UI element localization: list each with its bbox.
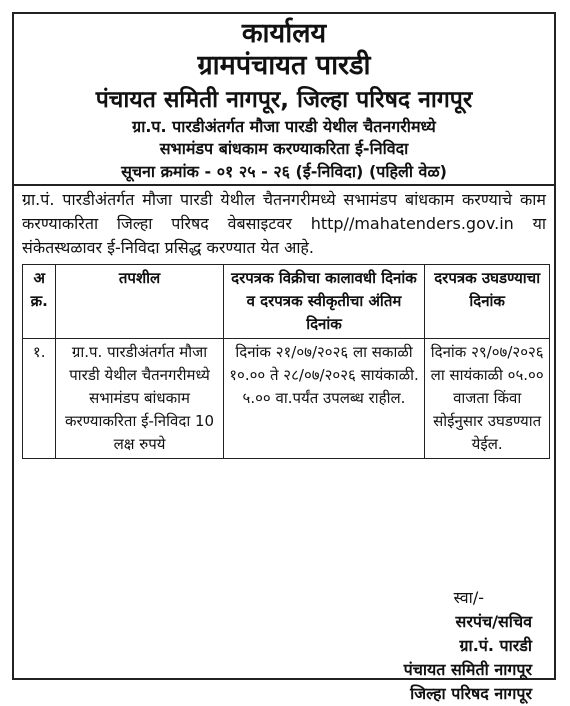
cell-sale-period: दिनांक २१/०७/२०२६ ला सकाळी १०.०० ते २८/०७/२०२६ सायंकाळी. ५.०० वा.पर्यंत उपलब्ध राहील. bbox=[223, 339, 425, 459]
col-opening-date: दरपत्रक उघडण्याचा दिनांक bbox=[425, 265, 550, 339]
signature-role: सरपंच/सचिव bbox=[455, 612, 532, 631]
cell-opening-date: दिनांक २९/०७/२०२६ ला सायंकाळी ०५.०० वाजता किंवा सोईनुसार उघडण्यात येईल. bbox=[425, 339, 550, 459]
notice-frame bbox=[12, 12, 556, 703]
signature-block bbox=[404, 586, 532, 706]
table-row bbox=[23, 339, 550, 459]
cell-details: ग्रा.प. पारडीअंतर्गत मौजा पारडी येथील चैतनगरीमध्ये सभामंडप बांधकाम करण्याकरिता ई-निविदा 10 लक्ष रुपये bbox=[56, 339, 223, 459]
notice-number: सूचना क्रमांक - ०१ २५ - २६ (ई-निविदा) (पहिली वेळ) bbox=[121, 162, 447, 181]
signature-ps: पंचायत समिती नागपूर bbox=[403, 660, 532, 679]
signature-gp: ग्रा.पं. पारडी bbox=[459, 636, 532, 655]
intro-paragraph: ग्रा.पं. पारडीअंतर्गत मौजा पारडी येथील चैतनगरीमध्ये सभामंडप बांधकाम करण्याचे काम करण्याकरिता जिल्हा परिषद वेबसाइटवर http//mahatenders.gov.in या संकेतस्थळावर ई-निविदा प्रसिद्ध करण्यात येत आहे. bbox=[22, 190, 546, 257]
signature-zp: जिल्हा परिषद नागपूर bbox=[410, 684, 532, 703]
col-details: तपशील bbox=[56, 265, 223, 339]
gram-panchayat-title: ग्रामपंचायत पारडी bbox=[197, 50, 371, 81]
col-sale-period: दरपत्रक विक्रीचा कालावधी दिनांक व दरपत्रक स्वीकृतीचा अंतिम दिनांक bbox=[223, 265, 425, 339]
signature-sd: स्वा/- bbox=[453, 588, 484, 607]
subject-line-2: सभामंडप बांधकाम करण्याकरिता ई-निविदा bbox=[159, 139, 409, 158]
col-sr-no: अ क्र. bbox=[23, 265, 56, 339]
office-title: कार्यालय bbox=[241, 18, 327, 49]
cell-sr-no: १. bbox=[23, 339, 56, 459]
notice-header bbox=[14, 14, 554, 184]
panchayat-line: पंचायत समिती नागपूर, जिल्हा परिषद नागपूर bbox=[95, 87, 473, 113]
tender-table bbox=[22, 264, 550, 459]
table-header-row bbox=[23, 265, 550, 339]
subject-line-1: ग्रा.प. पारडीअंतर्गत मौजा पारडी येथील चैतनगरीमध्ये bbox=[132, 117, 436, 136]
